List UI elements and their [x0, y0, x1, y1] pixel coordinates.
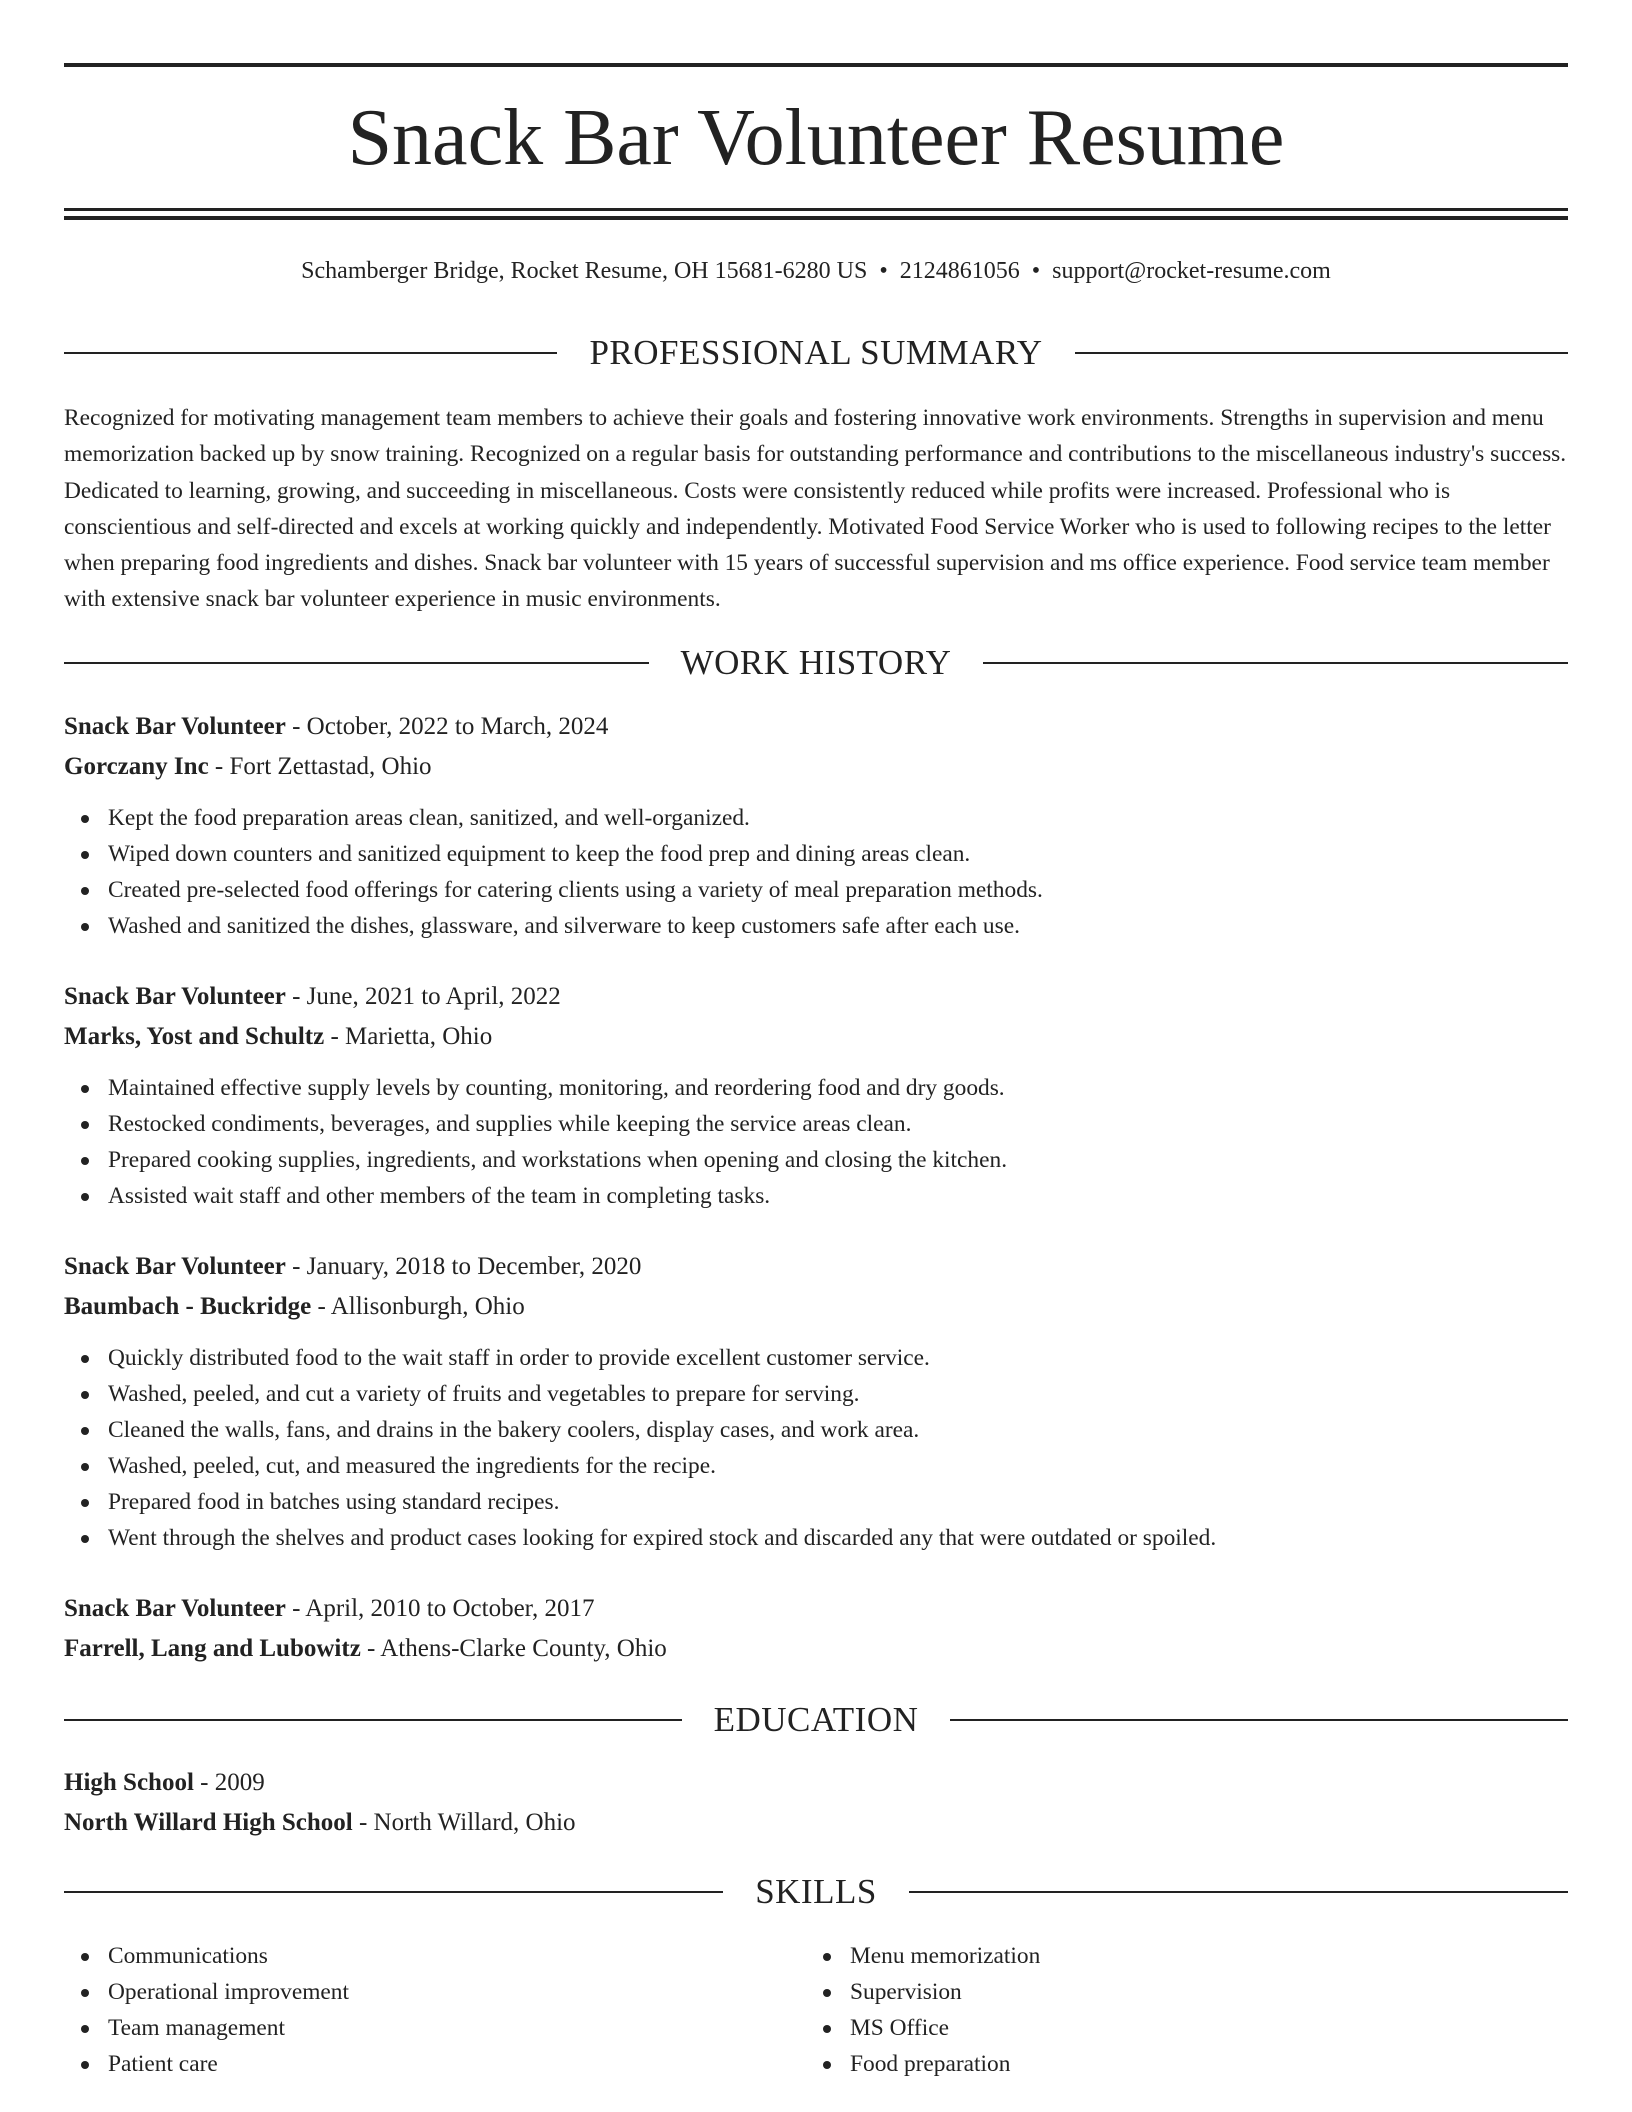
job-company: Gorczany Inc [64, 753, 209, 780]
job-entry [64, 1247, 1568, 1556]
list-item: Maintained effective supply levels by counting, monitoring, and reordering food and dry goods. [64, 1070, 1568, 1106]
job-bullets [64, 800, 1568, 944]
job-company-line [64, 1629, 1568, 1669]
list-item: Washed, peeled, cut, and measured the ingredients for the recipe. [64, 1448, 1568, 1484]
job-title: Snack Bar Volunteer [64, 983, 286, 1010]
job-bullets [64, 1340, 1568, 1556]
heading-rule [909, 1891, 1568, 1893]
education-school: North Willard High School [64, 1809, 353, 1836]
list-item: Washed and sanitized the dishes, glassware, and silverware to keep customers safe after each use. [64, 908, 1568, 944]
skill-item: Supervision [806, 1974, 1548, 2010]
job-title: Snack Bar Volunteer [64, 713, 286, 740]
skills-column-left [64, 1938, 806, 2082]
job-company: Farrell, Lang and Lubowitz [64, 1635, 361, 1662]
job-dates: - April, 2010 to October, 2017 [285, 1595, 595, 1622]
list-item: Kept the food preparation areas clean, sanitized, and well-organized. [64, 800, 1568, 836]
job-title-line [64, 707, 1568, 747]
heading-rule [1075, 352, 1568, 354]
section-heading-education [64, 1700, 1568, 1740]
list-item: Restocked condiments, beverages, and supplies while keeping the service areas clean. [64, 1106, 1568, 1142]
skills-list [64, 1938, 1568, 2082]
heading-rule [64, 1719, 682, 1721]
section-heading-skills [64, 1872, 1568, 1912]
job-title-line [64, 977, 1568, 1017]
contact-address: Schamberger Bridge, Rocket Resume, OH 15681-6280 US [301, 258, 868, 284]
section-title: WORK HISTORY [680, 643, 952, 682]
list-item: Quickly distributed food to the wait staff in order to provide excellent customer service. [64, 1340, 1568, 1376]
list-item: Created pre-selected food offerings for catering clients using a variety of meal preparation methods. [64, 872, 1568, 908]
skill-item: Menu memorization [806, 1938, 1548, 1974]
job-title-line [64, 1247, 1568, 1287]
job-entry [64, 977, 1568, 1214]
skill-item: Patient care [64, 2046, 806, 2082]
section-heading-summary [64, 333, 1568, 373]
heading-rule [64, 662, 649, 664]
job-location: - Allisonburgh, Ohio [311, 1293, 525, 1320]
contact-phone: 2124861056 [899, 258, 1020, 284]
top-rule [64, 63, 1568, 67]
education-degree: High School [64, 1769, 194, 1796]
contact-line [64, 255, 1568, 287]
list-item: Cleaned the walls, fans, and drains in the bakery coolers, display cases, and work area. [64, 1412, 1568, 1448]
job-title-line [64, 1589, 1568, 1629]
education-school-line [64, 1803, 1568, 1843]
job-company-line [64, 747, 1568, 787]
job-title: Snack Bar Volunteer [64, 1595, 286, 1622]
heading-rule [64, 352, 557, 354]
section-heading-work [64, 643, 1568, 683]
contact-separator: • [1031, 258, 1041, 284]
section-title: PROFESSIONAL SUMMARY [589, 333, 1043, 372]
job-entry [64, 1589, 1568, 1669]
resume-title: Snack Bar Volunteer Resume [347, 94, 1285, 182]
contact-separator: • [879, 258, 888, 284]
list-item: Wiped down counters and sanitized equipment to keep the food prep and dining areas clean. [64, 836, 1568, 872]
job-location: - Marietta, Ohio [324, 1023, 493, 1050]
education-year: - 2009 [193, 1769, 265, 1796]
heading-rule [950, 1719, 1568, 1721]
education-entry [64, 1763, 1568, 1843]
job-company-line [64, 1017, 1568, 1057]
job-entry [64, 707, 1568, 944]
education-degree-line [64, 1763, 1568, 1803]
skills-column-right [806, 1938, 1548, 2082]
heading-rule [64, 1891, 723, 1893]
list-item: Washed, peeled, and cut a variety of fruits and vegetables to prepare for serving. [64, 1376, 1568, 1412]
skill-item: Communications [64, 1938, 806, 1974]
list-item: Prepared food in batches using standard recipes. [64, 1484, 1568, 1520]
job-company: Baumbach - Buckridge [64, 1293, 312, 1320]
skill-item: Operational improvement [64, 1974, 806, 2010]
job-company: Marks, Yost and Schultz [64, 1023, 325, 1050]
job-dates: - June, 2021 to April, 2022 [285, 983, 561, 1010]
section-title: SKILLS [755, 1872, 877, 1911]
job-dates: - January, 2018 to December, 2020 [285, 1253, 642, 1280]
job-location: - Fort Zettastad, Ohio [208, 753, 432, 780]
section-title: EDUCATION [713, 1700, 919, 1739]
skill-item: MS Office [806, 2010, 1548, 2046]
job-bullets [64, 1070, 1568, 1214]
list-item: Went through the shelves and product cases looking for expired stock and discarded any that were outdated or spoiled. [64, 1520, 1568, 1556]
job-dates: - October, 2022 to March, 2024 [285, 713, 609, 740]
list-item: Assisted wait staff and other members of the team in completing tasks. [64, 1178, 1568, 1214]
job-company-line [64, 1287, 1568, 1327]
title-rule-upper [64, 208, 1568, 211]
job-title: Snack Bar Volunteer [64, 1253, 286, 1280]
title-rule-lower [64, 216, 1568, 220]
skill-item: Team management [64, 2010, 806, 2046]
education-location: - North Willard, Ohio [352, 1809, 576, 1836]
contact-email: support@rocket-resume.com [1052, 258, 1331, 284]
skill-item: Food preparation [806, 2046, 1548, 2082]
job-location: - Athens-Clarke County, Ohio [360, 1635, 667, 1662]
list-item: Prepared cooking supplies, ingredients, and workstations when opening and closing the kitchen. [64, 1142, 1568, 1178]
summary-text: Recognized for motivating management team members to achieve their goals and fostering innovative work environments. Strengths in supervision and menu memorization backed up by snow training. Recognized on a regular basis for outstanding performance and contributions to the miscellaneous industry's success. Dedicated to learning, growing, and succeeding in miscellaneous. Costs were consistently reduced while profits were increased. Professional who is conscientious and self-directed and excels at working quickly and independently. Motivated Food Service Worker who is used to following recipes to the letter when preparing food ingredients and dishes. Snack bar volunteer with 15 years of successful supervision and ms office experience. Food service team member with extensive snack bar volunteer experience in music environments. [64, 405, 1567, 613]
heading-rule [983, 662, 1568, 664]
